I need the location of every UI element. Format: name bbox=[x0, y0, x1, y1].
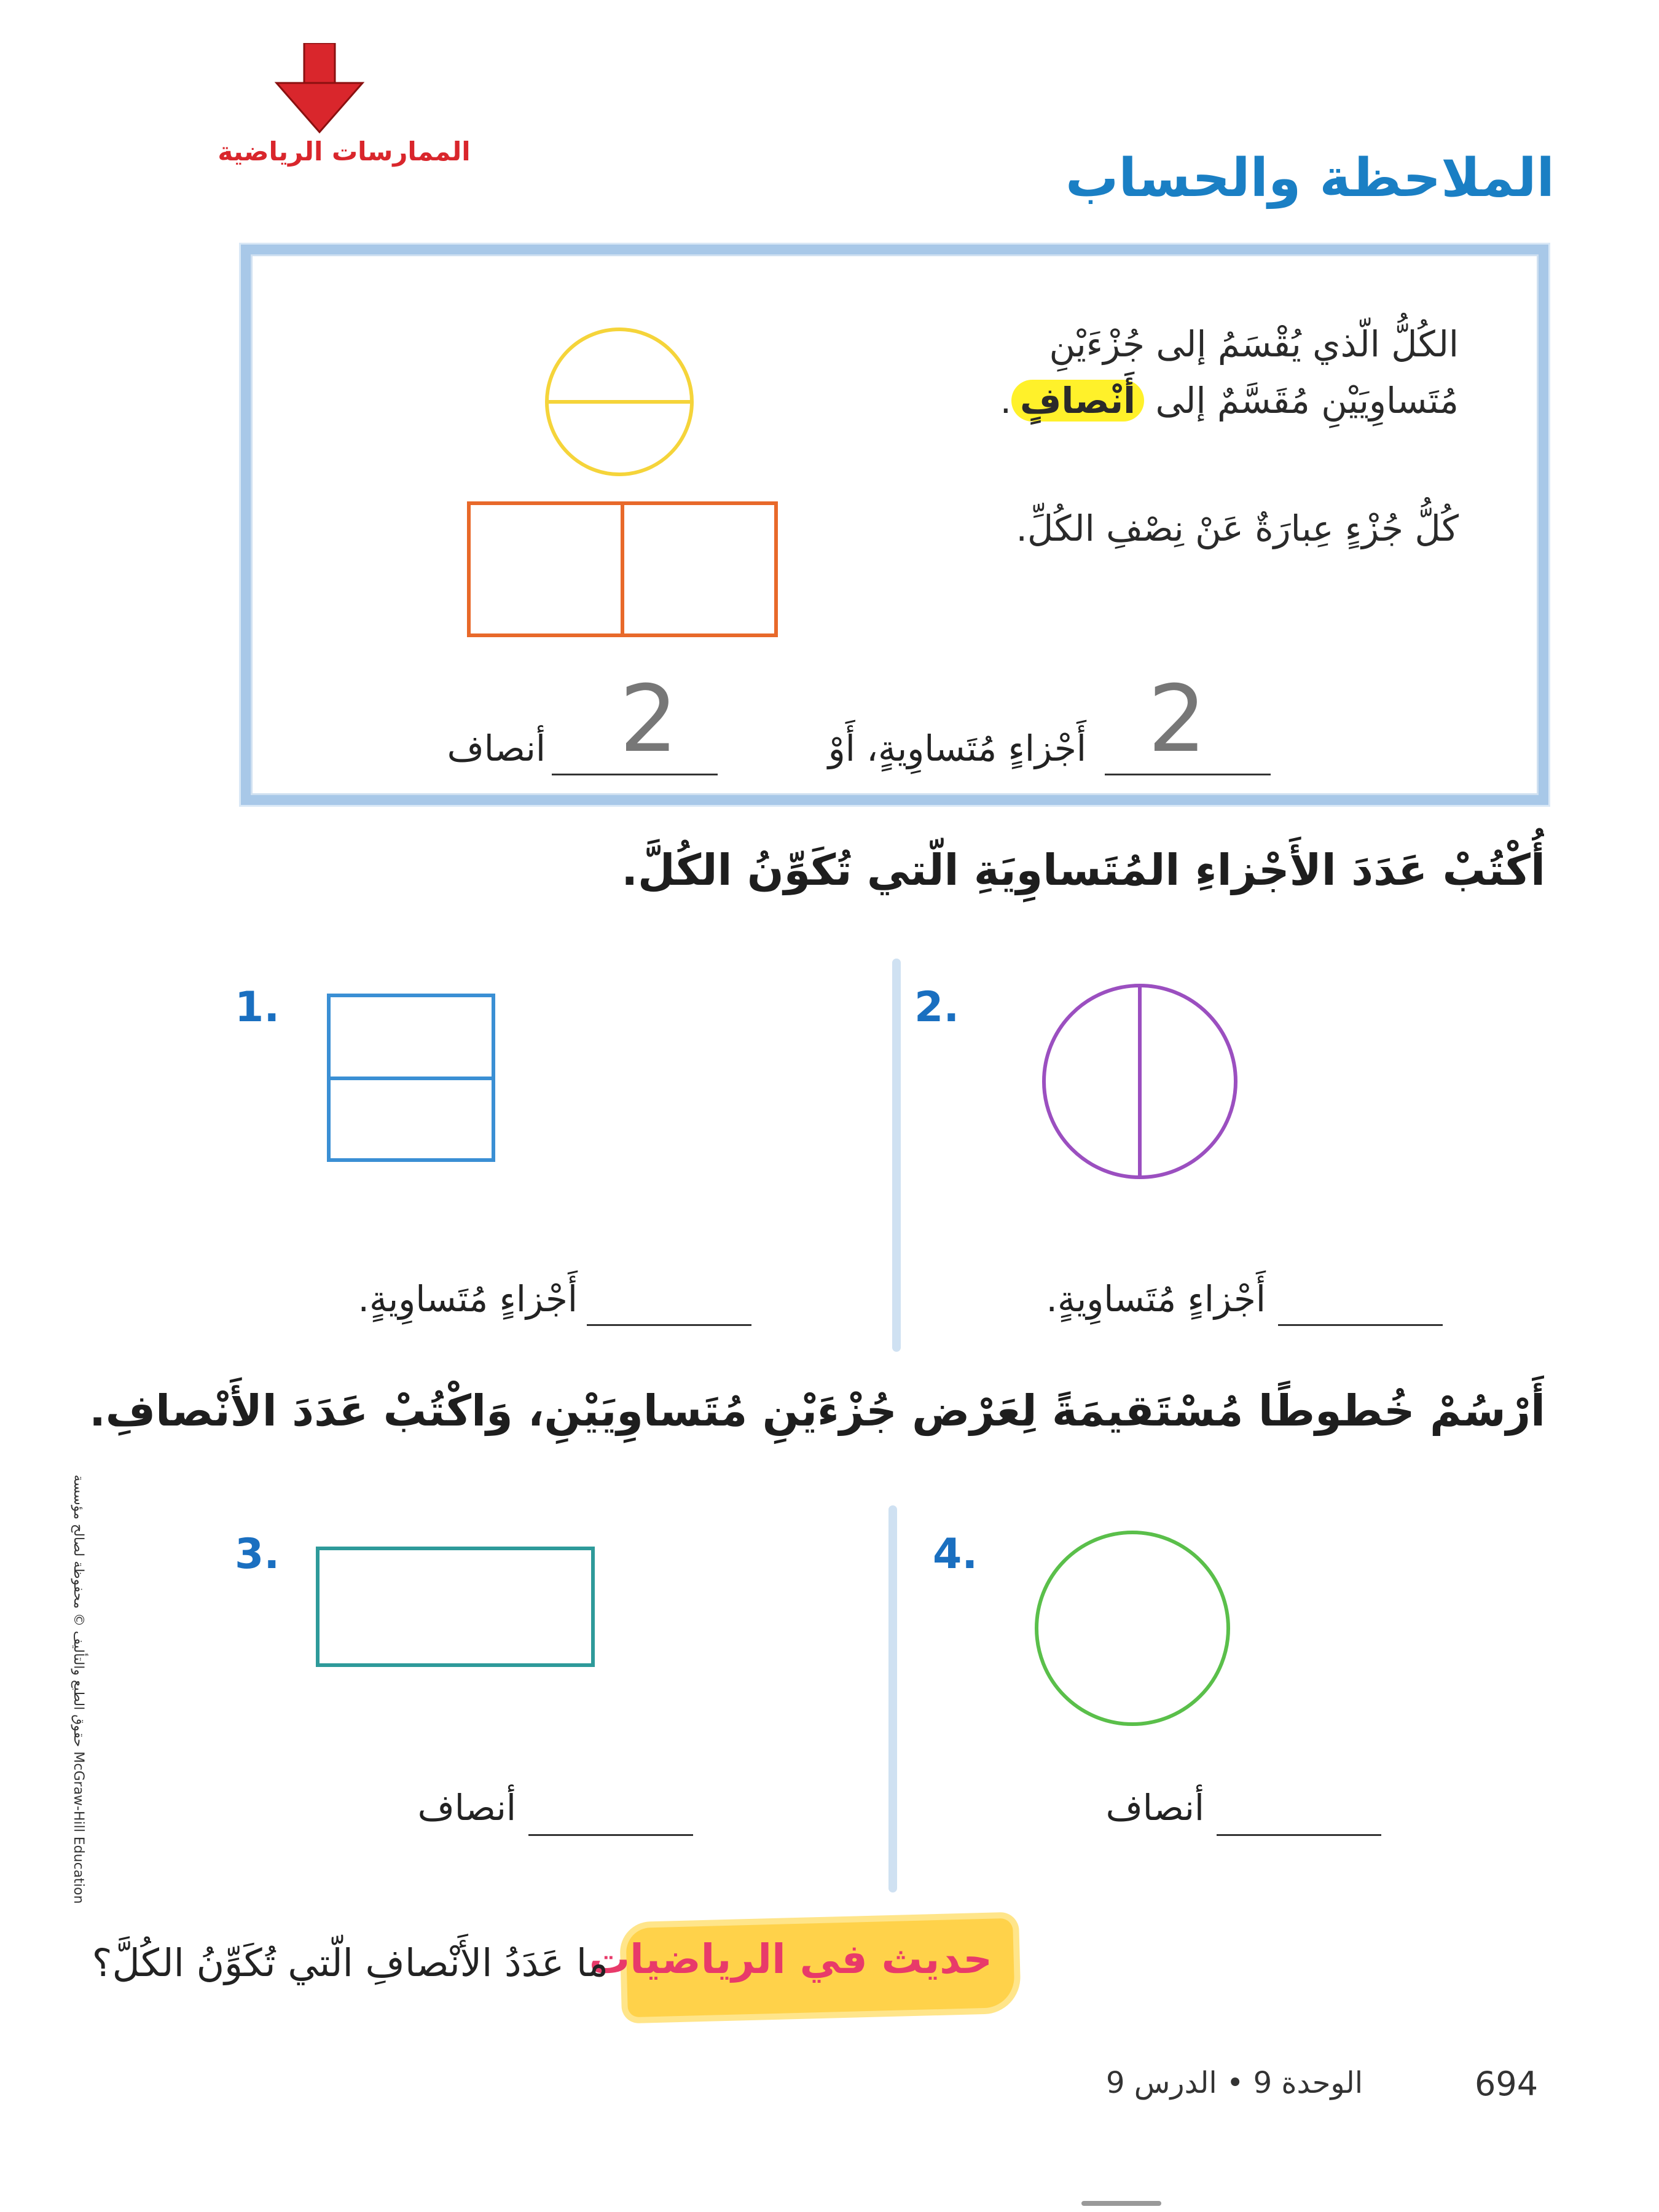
home-indicator[interactable] bbox=[1081, 2201, 1161, 2206]
concept-box bbox=[241, 245, 1548, 805]
blue-square-halves bbox=[326, 992, 498, 1164]
green-circle-empty[interactable] bbox=[1031, 1527, 1234, 1730]
orange-rectangle-halves bbox=[466, 500, 785, 641]
yellow-circle-halves bbox=[539, 322, 699, 482]
unit-lesson: الوحدة 9 • الدرس 9 bbox=[1106, 2066, 1363, 2100]
answer-line-4[interactable] bbox=[1217, 1834, 1381, 1836]
exercise-number-2: 2. bbox=[914, 983, 960, 1032]
exercise-number-4: 4. bbox=[933, 1530, 978, 1579]
answer-halves-line bbox=[552, 774, 718, 775]
answer-line-3[interactable] bbox=[528, 1834, 693, 1836]
talk-math-question: ما عَدَدُ الأَنْصافِ الّتي تُكَوِّنُ الكُلَّ؟ bbox=[92, 1940, 608, 1985]
instruction-count-parts: أُكْتُبْ عَدَدَ الأَجْزاءِ المُتَساوِيَةِ الّتي تُكَوِّنُ الكُلَّ. bbox=[621, 845, 1545, 895]
concept-definition-text: الكُلُّ الّذي يُقْسَمُ إلى جُزْءَيْنِ مُتَساوِيَيْنِ مُقَسَّمٌ إلى bbox=[1049, 323, 1459, 422]
answer-line-2[interactable] bbox=[1278, 1324, 1443, 1326]
parts-label: أَجْزاءٍ مُتَساوِيةٍ، أَوْ bbox=[828, 728, 1086, 769]
answer-parts-line bbox=[1105, 774, 1271, 775]
section-title: الملاحظة والحساب bbox=[1065, 147, 1555, 209]
teal-rectangle-empty[interactable] bbox=[315, 1545, 597, 1668]
copyright-text: حقوق الطبع والتأليف © محفوظة لصالح مؤسسة McGraw-Hill Education bbox=[71, 1475, 86, 1904]
math-practices-label: الممارسات الرياضية bbox=[218, 136, 471, 167]
purple-circle-halves bbox=[1038, 980, 1241, 1183]
column-divider bbox=[888, 1505, 897, 1892]
exercise-label-3: أنصاف bbox=[417, 1787, 516, 1829]
column-divider bbox=[892, 959, 901, 1352]
page-number: 694 bbox=[1475, 2065, 1539, 2103]
concept-explanation: كُلُّ جُزْءٍ عِبارَةٌ عَنْ نِصْفِ الكُلِّ. bbox=[1016, 508, 1459, 549]
halves-label: أنصاف bbox=[447, 728, 546, 769]
answer-halves-value: 2 bbox=[619, 666, 678, 773]
exercise-label-2: أَجْزاءٍ مُتَساوِيةٍ. bbox=[1046, 1278, 1266, 1320]
answer-line-1[interactable] bbox=[587, 1324, 751, 1326]
answer-parts-value: 2 bbox=[1148, 666, 1207, 773]
exercise-label-4: أنصاف bbox=[1105, 1787, 1204, 1829]
highlighted-term-halves: أَنْصافٍ bbox=[1011, 380, 1144, 422]
talk-math-label: حديث في الرياضيات bbox=[589, 1936, 992, 1983]
concept-definition bbox=[906, 316, 1459, 429]
down-arrow-icon bbox=[270, 43, 369, 135]
exercise-number-3: 3. bbox=[235, 1530, 280, 1579]
exercise-label-1: أَجْزاءٍ مُتَساوِيةٍ. bbox=[358, 1278, 578, 1320]
instruction-draw-lines: أَرْسُمْ خُطوطًا مُسْتَقيمَةً لِعَرْض جُزْءَيْنِ مُتَساوِيَيْنِ، وَاكْتُبْ عَدَدَ الأَنْصافِ. bbox=[89, 1386, 1545, 1436]
exercise-number-1: 1. bbox=[235, 983, 280, 1032]
concept-definition-end: . bbox=[1000, 380, 1012, 422]
